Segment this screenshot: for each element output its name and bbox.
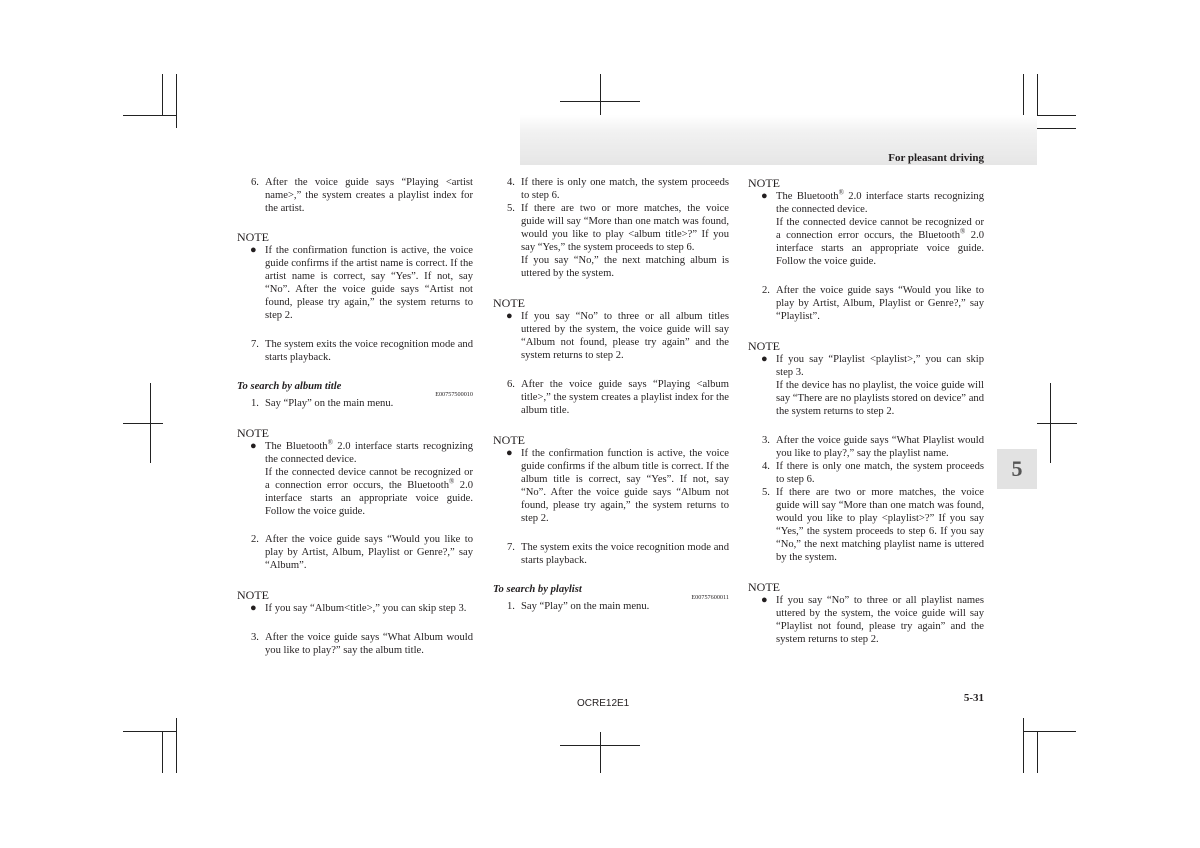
note-label: NOTE xyxy=(493,433,525,447)
step-6: 6. After the voice guide says “Playing <artist name>,” the system creates a playlist index for the artist. xyxy=(251,177,473,214)
bullet-icon: ● xyxy=(761,353,768,365)
step-6: 6. After the voice guide says “Playing <album title>,” the system creates a playlist index for the album title. xyxy=(507,379,729,416)
section-title: For pleasant driving xyxy=(888,152,984,164)
column-1 xyxy=(237,176,473,657)
section-code: E00757500010 xyxy=(435,391,473,398)
bullet-icon: ● xyxy=(506,310,513,322)
note-label: NOTE xyxy=(748,176,780,190)
step-7: 7. The system exits the voice recognition mode and starts playback. xyxy=(507,542,729,566)
subhead-album: To search by album title xyxy=(237,381,342,392)
step-4: 4. If there is only one match, the system proceeds to step 6. xyxy=(762,461,984,485)
section-code: E00757600011 xyxy=(691,594,729,601)
note-bullet: ● The Bluetooth® 2.0 interface starts recognizing the connected device. If the connected device cannot be recognized or a connection error occurs, the Bluetooth® 2.0 interface starts an appropriate voice guide. Follow the voice guide. xyxy=(761,188,985,267)
subhead-playlist: To search by playlist xyxy=(493,584,582,595)
page-number: 5-31 xyxy=(963,692,984,704)
step-4: 4. If there is only one match, the system proceeds to step 6. xyxy=(507,177,729,201)
column-2 xyxy=(493,176,729,613)
note-bullet: ● The Bluetooth® 2.0 interface starts recognizing the connected device. If the connected device cannot be recognized or a connection error occurs, the Bluetooth® 2.0 interface starts an appropriate voice guide. Follow the voice guide. xyxy=(250,438,474,517)
step-5: 5. If there are two or more matches, the voice guide will say “More than one match was found, would you like to play <album title>?” If you say “Yes,” the system proceeds to step 6. If you say “No,” the next matching album is uttered by the system. xyxy=(507,203,729,279)
note-bullet: ● If you say “Playlist <playlist>,” you can skip step 3. If the device has no playlist, the voice guide will say “There are no playlists stored on device” and the system returns to step 2. xyxy=(761,353,984,417)
bullet-icon: ● xyxy=(761,594,768,606)
note-label: NOTE xyxy=(237,230,269,244)
note-label: NOTE xyxy=(237,588,269,602)
bullet-icon: ● xyxy=(250,244,257,256)
column-3 xyxy=(748,176,984,646)
step-2: 2. After the voice guide says “Would you like to play by Artist, Album, Playlist or Genre?,” say “Playlist”. xyxy=(762,285,984,322)
note-bullet: ● If the confirmation function is active, the voice guide confirms if the artist name is correct. If the artist name is correct, say “Yes”. If not, say “No”. After the voice guide says “Artist not found, please try again,” the system returns to step 2. xyxy=(250,244,473,321)
note-label: NOTE xyxy=(237,426,269,440)
step-1: 1. Say “Play” on the main menu. xyxy=(507,601,650,612)
note-label: NOTE xyxy=(748,339,780,353)
step-3: 3. After the voice guide says “What Playlist would you like to play?,” say the playlist name. xyxy=(762,435,984,459)
note-label: NOTE xyxy=(493,296,525,310)
step-5: 5. If there are two or more matches, the voice guide will say “More than one match was found, would you like to play <playlist>?” If you say “Yes,” the system proceeds to step 6. If you say “No,” the next matching playlist name is uttered by the system. xyxy=(762,487,984,563)
bullet-icon: ● xyxy=(250,602,257,614)
note-label: NOTE xyxy=(748,580,780,594)
bullet-icon: ● xyxy=(506,447,513,459)
step-3: 3. After the voice guide says “What Album would you like to play?” say the album title. xyxy=(251,632,473,656)
document-code: OCRE12E1 xyxy=(577,698,630,709)
bullet-icon: ● xyxy=(250,440,257,452)
note-bullet: ● If you say “No” to three or all playlist names uttered by the system, the voice guide will say “Playlist not found, please try again” and the system returns to step 2. xyxy=(761,594,984,645)
note-bullet: ● If you say “No” to three or all album titles uttered by the system, the voice guide will say “Album not found, please try again” and the system returns to step 2. xyxy=(506,310,729,361)
note-bullet: ● If you say “Album<title>,” you can skip step 3. xyxy=(250,602,467,614)
step-2: 2. After the voice guide says “Would you like to play by Artist, Album, Playlist or Genre?,” say “Album”. xyxy=(251,534,473,571)
step-7: 7. The system exits the voice recognition mode and starts playback. xyxy=(251,339,473,363)
step-1: 1. Say “Play” on the main menu. xyxy=(251,398,394,409)
chapter-tab: 5 xyxy=(997,449,1037,489)
note-bullet: ● If the confirmation function is active, the voice guide confirms if the album title is correct. If the album title is correct, say “Yes”. If not, say “No”. After the voice guide says “Album not found, please try again,” the system returns to step 2. xyxy=(506,447,729,524)
bullet-icon: ● xyxy=(761,190,768,202)
